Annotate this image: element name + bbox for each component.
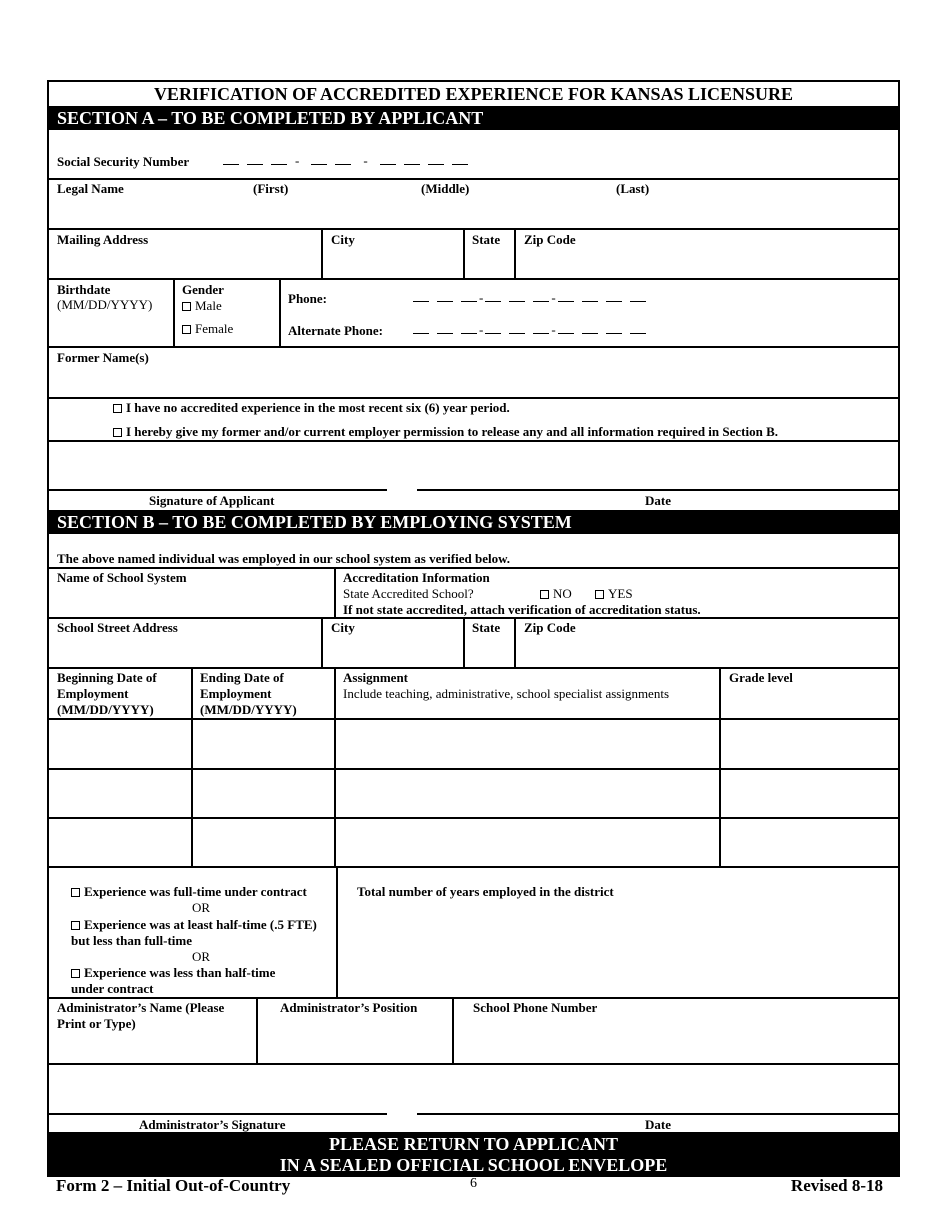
accreditation-note: If not state accredited, attach verification of accreditation status. (343, 602, 701, 617)
employment-row-1[interactable] (49, 720, 898, 767)
signature-of-applicant-label: Signature of Applicant (149, 493, 275, 508)
no-experience-statement[interactable] (113, 400, 510, 416)
total-years-label: Total number of years employed in the district (357, 884, 614, 899)
phone-field[interactable]: - - (413, 289, 654, 306)
half-time-checkbox[interactable] (71, 921, 80, 930)
admin-signature-area[interactable] (49, 1065, 898, 1113)
school-state-label: State (472, 620, 501, 635)
male-label: Male (195, 298, 222, 313)
birthdate-label: Birthdate (57, 282, 111, 297)
yes-checkbox[interactable] (595, 590, 604, 599)
school-system-label: Name of School System (57, 570, 187, 585)
full-time-option[interactable] (71, 884, 331, 900)
accreditation-info-label: Accreditation Information (343, 570, 490, 585)
applicant-date-label: Date (645, 493, 671, 508)
female-label: Female (195, 321, 234, 336)
accredited-yes-option[interactable] (595, 586, 633, 602)
school-city-label: City (331, 620, 355, 635)
beginning-date-label: Beginning Date of Employment (MM/DD/YYYY) (57, 670, 157, 717)
phone-label: Phone: (288, 291, 327, 306)
less-than-half-checkbox[interactable] (71, 969, 80, 978)
school-zip-label: Zip Code (524, 620, 576, 635)
birthdate-format: (MM/DD/YYYY) (57, 297, 153, 312)
middle-name-label: (Middle) (421, 181, 470, 196)
return-notice-line-1: PLEASE RETURN TO APPLICANT (329, 1134, 618, 1154)
page-number: 6 (470, 1176, 477, 1191)
form-title: VERIFICATION OF ACCREDITED EXPERIENCE FOR KANSAS LICENSURE (153, 84, 794, 104)
form-name: Form 2 – Initial Out-of-Country (56, 1176, 291, 1195)
school-phone-label: School Phone Number (473, 1000, 598, 1015)
permission-checkbox[interactable] (113, 428, 122, 437)
half-time-option[interactable] (71, 917, 321, 949)
admin-date-label: Date (645, 1117, 671, 1132)
section-b-header: SECTION B – TO BE COMPLETED BY EMPLOYING SYSTEM (49, 510, 898, 534)
section-b-intro: The above named individual was employed in our school system as verified below. (57, 551, 510, 566)
permission-text: I hereby give my former and/or current employer permission to release any and all information required in Section B. (126, 424, 779, 439)
or-separator-1: OR (191, 900, 211, 915)
less-than-half-option[interactable] (71, 965, 311, 997)
former-names-label: Former Name(s) (57, 350, 149, 365)
section-a-header: SECTION A – TO BE COMPLETED BY APPLICANT (49, 106, 898, 130)
gender-label: Gender (182, 282, 224, 297)
zip-code-label: Zip Code (524, 232, 576, 247)
legal-name-input[interactable] (49, 194, 898, 228)
employment-row-2[interactable] (49, 770, 898, 817)
state-accredited-question: State Accredited School? (343, 586, 474, 601)
state-label: State (472, 232, 501, 247)
no-experience-text: I have no accredited experience in the most recent six (6) year period. (126, 400, 510, 415)
accredited-no-option[interactable] (540, 586, 572, 602)
ssn-label: Social Security Number (57, 154, 190, 169)
admin-position-label: Administrator’s Position (280, 1000, 418, 1015)
alternate-phone-label: Alternate Phone: (288, 323, 383, 338)
no-checkbox[interactable] (540, 590, 549, 599)
full-time-checkbox[interactable] (71, 888, 80, 897)
permission-statement[interactable] (113, 424, 778, 440)
gender-male-option[interactable] (182, 298, 222, 314)
return-notice (49, 1132, 898, 1177)
city-label: City (331, 232, 355, 247)
applicant-signature-area[interactable] (49, 442, 898, 488)
first-name-label: (First) (253, 181, 289, 196)
assignment-label: Assignment (343, 670, 409, 685)
no-experience-checkbox[interactable] (113, 404, 122, 413)
return-notice-line-2: IN A SEALED OFFICIAL SCHOOL ENVELOPE (279, 1155, 668, 1175)
no-label: NO (553, 586, 572, 601)
verification-form (47, 80, 900, 1177)
employment-row-3[interactable] (49, 819, 898, 866)
assignment-hint: Include teaching, administrative, school specialist assignments (343, 686, 670, 701)
school-street-address-label: School Street Address (57, 620, 178, 635)
admin-signature-label: Administrator’s Signature (139, 1117, 286, 1132)
female-checkbox[interactable] (182, 325, 191, 334)
male-checkbox[interactable] (182, 302, 191, 311)
ending-date-label: Ending Date of Employment (MM/DD/YYYY) (200, 670, 297, 717)
former-names-input[interactable] (49, 366, 898, 396)
ssn-field[interactable]: - - (223, 152, 476, 169)
gender-female-option[interactable] (182, 321, 233, 337)
yes-label: YES (608, 586, 633, 601)
full-time-text: Experience was full-time under contract (84, 884, 307, 899)
or-separator-2: OR (191, 949, 211, 964)
less-than-half-text: Experience was less than half-time under contract (71, 965, 276, 996)
mailing-address-label: Mailing Address (57, 232, 149, 247)
grade-level-label: Grade level (729, 670, 793, 685)
legal-name-label: Legal Name (57, 181, 124, 196)
revision-label: Revised 8-18 (790, 1176, 883, 1195)
alternate-phone-field[interactable]: - - (413, 321, 654, 338)
admin-name-label: Administrator’s Name (Please Print or Type) (57, 1000, 225, 1031)
last-name-label: (Last) (616, 181, 650, 196)
half-time-text: Experience was at least half-time (.5 FTE) but less than full-time (71, 917, 317, 948)
